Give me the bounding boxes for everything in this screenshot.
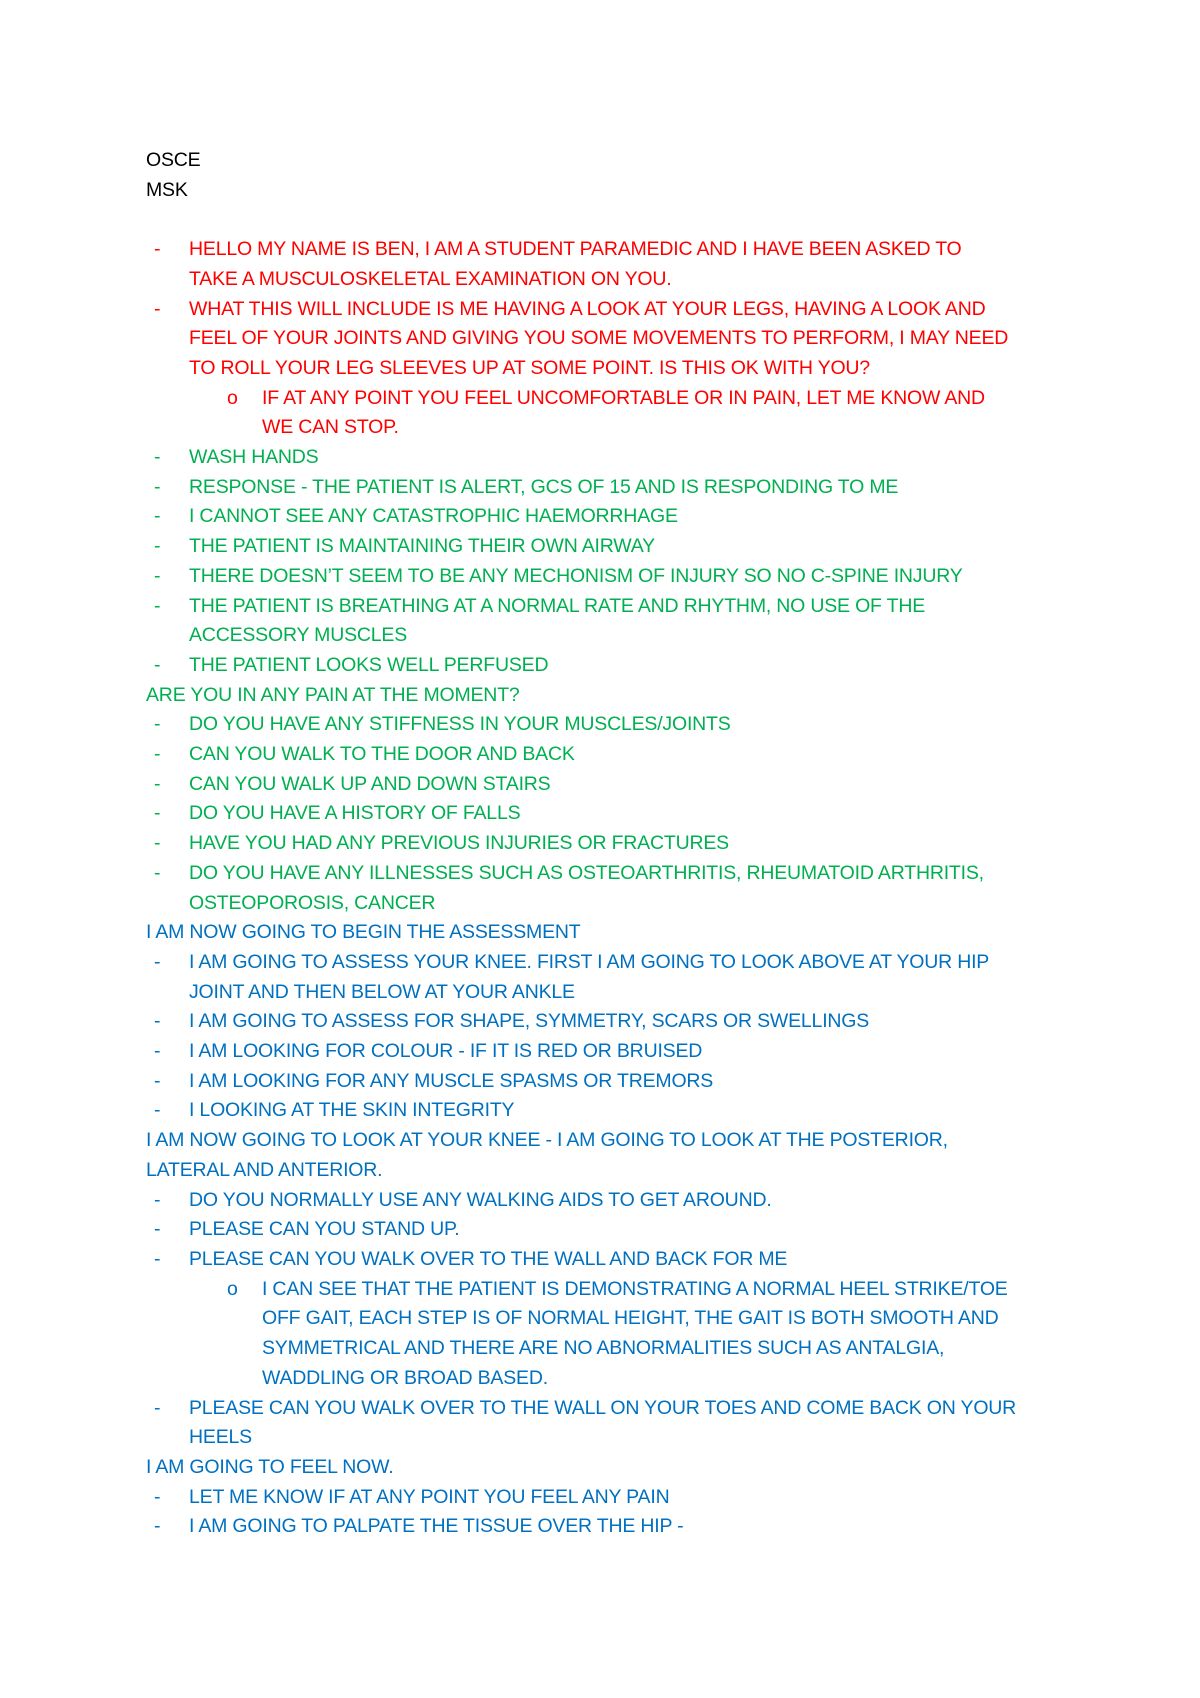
list-item — [146, 1096, 1066, 1126]
dash-bullet: - — [154, 772, 161, 795]
list-item — [146, 562, 1066, 592]
item-text: RESPONSE - THE PATIENT IS ALERT, GCS OF 15 AND IS RESPONDING TO ME — [189, 475, 899, 498]
dash-bullet: - — [154, 1069, 161, 1092]
dash-bullet: - — [154, 297, 161, 320]
document-title: OSCE — [146, 149, 201, 171]
dash-bullet: - — [154, 1396, 161, 1419]
item-text: I CANNOT SEE ANY CATASTROPHIC HAEMORRHAGE — [189, 505, 678, 528]
item-text: I AM GOING TO PALPATE THE TISSUE OVER THE HIP - — [189, 1515, 684, 1538]
dash-bullet: - — [154, 1010, 161, 1033]
dash-bullet: - — [154, 1485, 161, 1508]
list-item-continuation: FEEL OF YOUR JOINTS AND GIVING YOU SOME MOVEMENTS TO PERFORM, I MAY NEED — [189, 327, 1009, 350]
dash-bullet: - — [154, 832, 161, 855]
item-text: CAN YOU WALK UP AND DOWN STAIRS — [189, 772, 551, 795]
dash-bullet: - — [154, 950, 161, 973]
list-item — [146, 1037, 1066, 1067]
item-text: I AM LOOKING FOR ANY MUSCLE SPASMS OR TREMORS — [189, 1069, 714, 1092]
list-item-continuation: TAKE A MUSCULOSKELETAL EXAMINATION ON YOU. — [189, 267, 672, 290]
list-item — [146, 799, 1066, 829]
item-text: I LOOKING AT THE SKIN INTEGRITY — [189, 1099, 515, 1122]
dash-bullet: - — [154, 475, 161, 498]
dash-bullet: - — [154, 535, 161, 558]
circle-bullet: o — [227, 1277, 238, 1300]
item-text: WASH HANDS — [189, 446, 319, 469]
item-text: THE PATIENT IS MAINTAINING THEIR OWN AIRWAY — [189, 535, 655, 558]
dash-bullet: - — [154, 802, 161, 825]
dash-bullet: - — [154, 713, 161, 736]
dash-bullet: - — [154, 1248, 161, 1270]
list-item — [146, 235, 1066, 265]
section-heading: ARE YOU IN ANY PAIN AT THE MOMENT? — [146, 683, 520, 706]
item-text: I CAN SEE THAT THE PATIENT IS DEMONSTRATING A NORMAL HEEL STRIKE/TOE — [262, 1277, 1008, 1300]
list-item — [146, 1186, 1066, 1216]
dash-bullet: - — [154, 594, 161, 617]
item-text: THE PATIENT IS BREATHING AT A NORMAL RATE AND RHYTHM, NO USE OF THE — [189, 594, 926, 617]
list-item — [146, 770, 1066, 800]
sub-list-item — [146, 384, 1066, 414]
item-text: I AM LOOKING FOR COLOUR - IF IT IS RED OR BRUISED — [189, 1040, 703, 1063]
dash-bullet: - — [154, 861, 161, 884]
item-text: LET ME KNOW IF AT ANY POINT YOU FEEL ANY PAIN — [189, 1485, 670, 1508]
item-text: DO YOU NORMALLY USE ANY WALKING AIDS TO GET AROUND. — [189, 1188, 772, 1211]
list-item-continuation: ACCESSORY MUSCLES — [189, 624, 408, 647]
dash-bullet: - — [154, 446, 161, 469]
circle-bullet: o — [227, 386, 238, 409]
section-heading: I AM GOING TO FEEL NOW. — [146, 1455, 394, 1478]
list-item — [146, 710, 1066, 740]
dash-bullet: - — [154, 1188, 161, 1211]
list-item — [146, 1007, 1066, 1037]
item-text: I AM GOING TO ASSESS YOUR KNEE. FIRST I AM GOING TO LOOK ABOVE AT YOUR HIP — [189, 950, 990, 973]
section-heading: I AM NOW GOING TO LOOK AT YOUR KNEE - I AM GOING TO LOOK AT THE POSTERIOR, — [146, 1129, 948, 1152]
list-item — [146, 740, 1066, 770]
item-text: THERE DOESN’T SEEM TO BE ANY MECHONISM OF INJURY SO NO C-SPINE INJURY — [189, 564, 963, 587]
item-text: IF AT ANY POINT YOU FEEL UNCOMFORTABLE OR IN PAIN, LET ME KNOW AND — [262, 386, 985, 409]
list-item — [146, 1245, 1066, 1275]
item-text: PLEASE CAN YOU WALK OVER TO THE WALL AND BACK FOR ME — [189, 1248, 788, 1270]
dash-bullet: - — [154, 564, 161, 587]
list-item — [146, 532, 1066, 562]
list-item — [146, 1394, 1066, 1424]
list-item — [146, 1483, 1066, 1513]
dash-bullet: - — [154, 1040, 161, 1063]
sub-list-item — [146, 1275, 1066, 1305]
dash-bullet: - — [154, 1099, 161, 1122]
list-item-continuation: HEELS — [189, 1426, 252, 1449]
list-item — [146, 651, 1066, 681]
document-page — [146, 146, 1066, 1542]
sub-list-item-continuation: WE CAN STOP. — [262, 416, 399, 439]
list-item — [146, 1067, 1066, 1097]
sub-list-item-continuation: OFF GAIT, EACH STEP IS OF NORMAL HEIGHT, THE GAIT IS BOTH SMOOTH AND — [262, 1307, 999, 1330]
list-item — [146, 859, 1066, 889]
dash-bullet: - — [154, 1218, 161, 1241]
item-text: DO YOU HAVE A HISTORY OF FALLS — [189, 802, 521, 825]
item-text: HELLO MY NAME IS BEN, I AM A STUDENT PARAMEDIC AND I HAVE BEEN ASKED TO — [189, 238, 962, 261]
document-subtitle: MSK — [146, 178, 188, 201]
item-text: THE PATIENT LOOKS WELL PERFUSED — [189, 653, 549, 676]
item-text: DO YOU HAVE ANY STIFFNESS IN YOUR MUSCLES/JOINTS — [189, 713, 731, 736]
item-text: DO YOU HAVE ANY ILLNESSES SUCH AS OSTEOARTHRITIS, RHEUMATOID ARTHRITIS, — [189, 861, 984, 884]
dash-bullet: - — [154, 743, 161, 766]
dash-bullet: - — [154, 1515, 161, 1538]
list-item — [146, 502, 1066, 532]
list-item-continuation: TO ROLL YOUR LEG SLEEVES UP AT SOME POINT. IS THIS OK WITH YOU? — [189, 356, 870, 379]
blank-line — [146, 205, 1066, 235]
list-item-continuation: JOINT AND THEN BELOW AT YOUR ANKLE — [189, 980, 575, 1003]
section-heading-continuation: LATERAL AND ANTERIOR. — [146, 1158, 383, 1181]
list-item-continuation: OSTEOPOROSIS, CANCER — [189, 891, 436, 914]
section-heading: I AM NOW GOING TO BEGIN THE ASSESSMENT — [146, 921, 581, 944]
list-item — [146, 473, 1066, 503]
list-item — [146, 592, 1066, 622]
dash-bullet: - — [154, 653, 161, 676]
list-item — [146, 295, 1066, 325]
list-item — [146, 1512, 1066, 1542]
dash-bullet: - — [154, 505, 161, 528]
item-text: PLEASE CAN YOU WALK OVER TO THE WALL ON YOUR TOES AND COME BACK ON YOUR — [189, 1396, 1017, 1419]
list-item — [146, 1215, 1066, 1245]
list-item — [146, 948, 1066, 978]
list-item — [146, 829, 1066, 859]
item-text: WHAT THIS WILL INCLUDE IS ME HAVING A LOOK AT YOUR LEGS, HAVING A LOOK AND — [189, 297, 986, 320]
list-item — [146, 443, 1066, 473]
sub-list-item-continuation: WADDLING OR BROAD BASED. — [262, 1366, 548, 1389]
item-text: HAVE YOU HAD ANY PREVIOUS INJURIES OR FRACTURES — [189, 832, 729, 855]
dash-bullet: - — [154, 238, 161, 261]
sub-list-item-continuation: SYMMETRICAL AND THERE ARE NO ABNORMALITIES SUCH AS ANTALGIA, — [262, 1337, 945, 1360]
item-text: CAN YOU WALK TO THE DOOR AND BACK — [189, 743, 575, 766]
item-text: I AM GOING TO ASSESS FOR SHAPE, SYMMETRY, SCARS OR SWELLINGS — [189, 1010, 870, 1033]
item-text: PLEASE CAN YOU STAND UP. — [189, 1218, 460, 1241]
